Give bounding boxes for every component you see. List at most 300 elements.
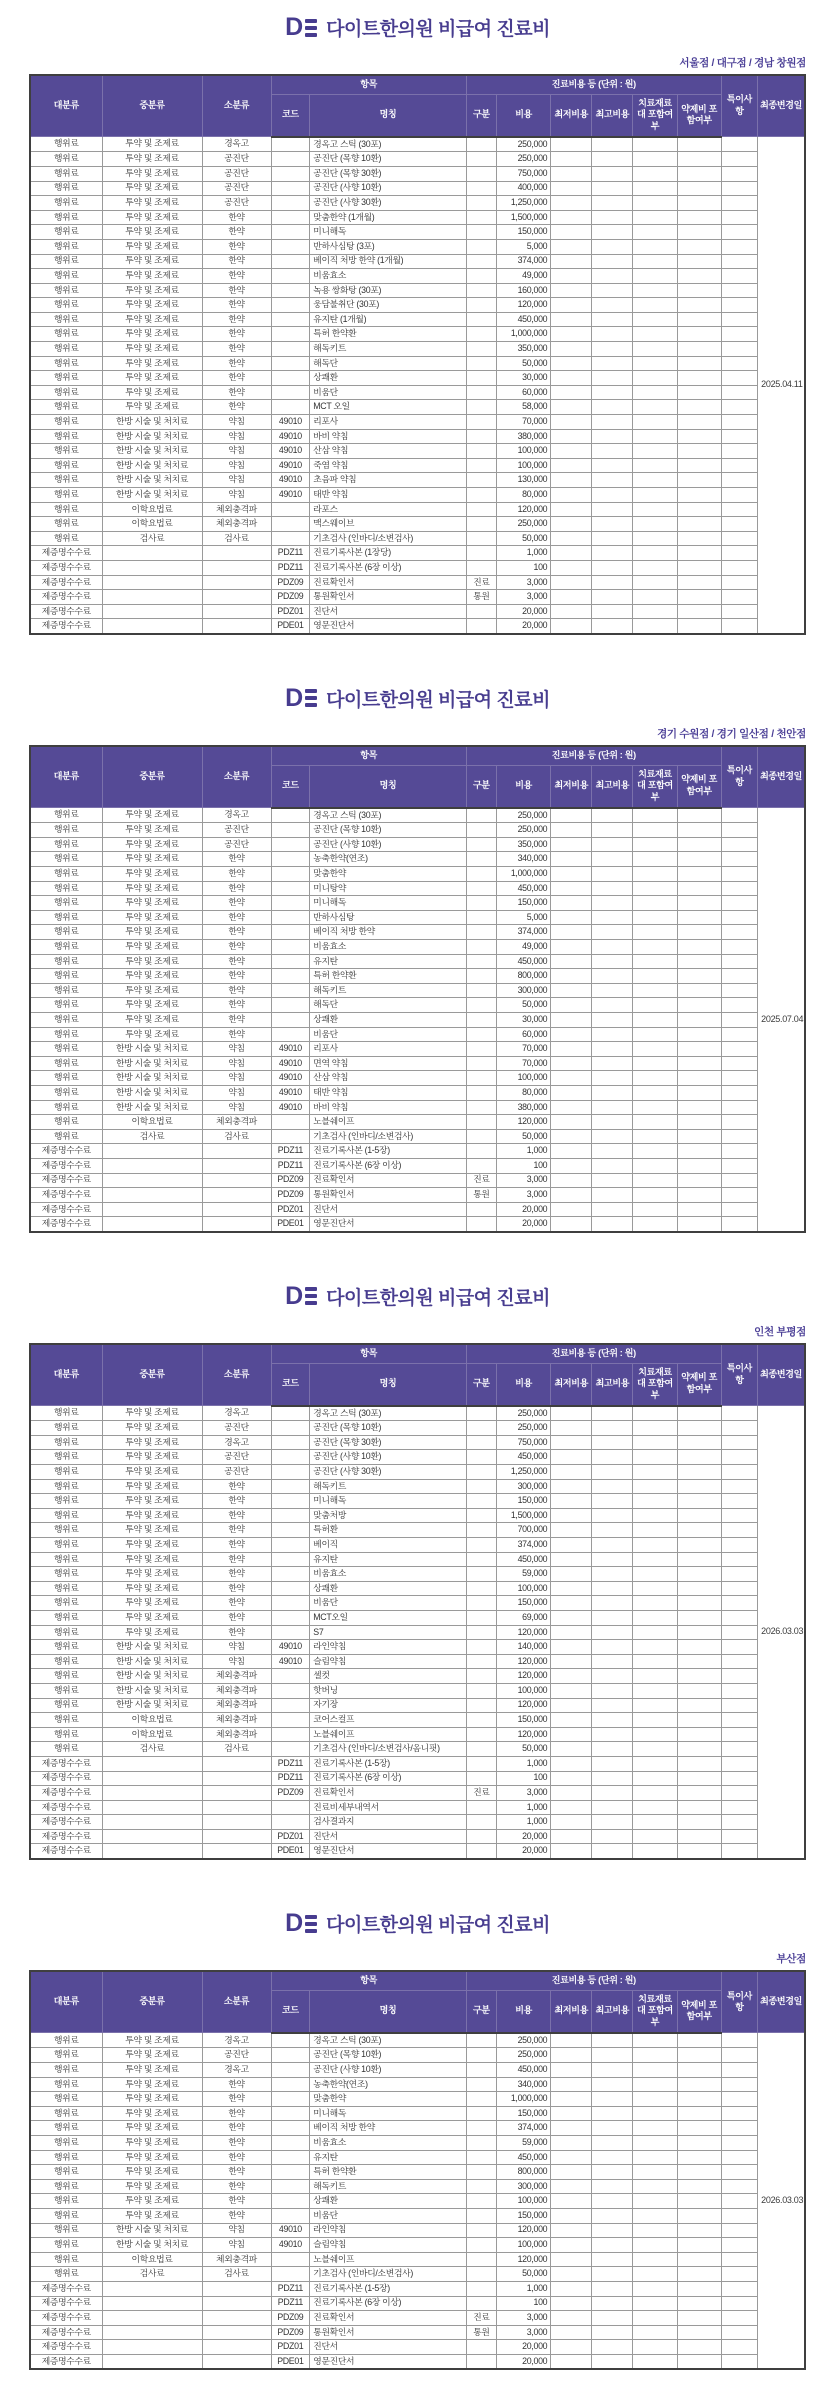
cell-category2 xyxy=(102,1158,202,1173)
cell-min-cost xyxy=(551,1085,592,1100)
cell-cost: 450,000 xyxy=(497,1450,551,1465)
cell-gubun: 진료 xyxy=(466,2311,496,2326)
cell-item-name: 특허 한약환 xyxy=(310,969,467,984)
cell-code: PDE01 xyxy=(271,1844,310,1859)
cell-material-included xyxy=(633,1523,677,1538)
cell-gubun: 통원 xyxy=(466,590,496,605)
cell-category3: 약침 xyxy=(202,1071,271,1086)
cell-category2: 투약 및 조제료 xyxy=(102,1435,202,1450)
cell-category2: 투약 및 조제료 xyxy=(102,2106,202,2121)
cell-cost: 50,000 xyxy=(497,531,551,546)
cell-drug-included xyxy=(677,590,721,605)
cell-min-cost xyxy=(551,312,592,327)
cell-category1: 행위료 xyxy=(30,1450,102,1465)
cell-category1: 행위료 xyxy=(30,1100,102,1115)
cell-note xyxy=(721,998,757,1013)
cell-note xyxy=(721,1508,757,1523)
cell-item-name: 진료기록사본 (6장 이상) xyxy=(310,1771,467,1786)
cell-max-cost xyxy=(592,1129,633,1144)
col-name: 명칭 xyxy=(310,765,467,808)
cell-category1: 행위료 xyxy=(30,166,102,181)
cell-note xyxy=(721,2325,757,2340)
cell-gubun xyxy=(466,1683,496,1698)
fee-row xyxy=(30,1640,805,1655)
cell-max-cost xyxy=(592,1815,633,1830)
cell-material-included xyxy=(633,1056,677,1071)
cell-code xyxy=(271,910,310,925)
cell-cost: 300,000 xyxy=(497,983,551,998)
fee-table-body xyxy=(30,1406,805,1859)
fee-row xyxy=(30,1494,805,1509)
cell-drug-included xyxy=(677,488,721,503)
col-material-included: 치료재료대 포함여부 xyxy=(633,1990,677,2033)
col-category3: 소분류 xyxy=(202,1344,271,1406)
cell-note xyxy=(721,2267,757,2282)
cell-drug-included xyxy=(677,983,721,998)
cell-cost: 120,000 xyxy=(497,2252,551,2267)
cell-gubun xyxy=(466,1217,496,1232)
cell-code xyxy=(271,1027,310,1042)
cell-category1: 행위료 xyxy=(30,1027,102,1042)
cell-category3: 한약 xyxy=(202,940,271,955)
cell-category3: 약침 xyxy=(202,488,271,503)
cell-material-included xyxy=(633,2208,677,2223)
cell-material-included xyxy=(633,852,677,867)
cell-note xyxy=(721,298,757,313)
cell-gubun xyxy=(466,881,496,896)
cell-category3: 체외충격파 xyxy=(202,502,271,517)
cell-category3: 한약 xyxy=(202,327,271,342)
cell-code: 49010 xyxy=(271,473,310,488)
cell-category1: 행위료 xyxy=(30,2106,102,2121)
cell-category2: 투약 및 조제료 xyxy=(102,867,202,882)
cell-category3: 한약 xyxy=(202,298,271,313)
col-max-cost: 최고비용 xyxy=(592,765,633,808)
cell-category3: 한약 xyxy=(202,239,271,254)
cell-category1: 행위료 xyxy=(30,415,102,430)
cell-category1: 행위료 xyxy=(30,1742,102,1757)
cell-max-cost xyxy=(592,2106,633,2121)
cell-item-name: 농축한약(연조) xyxy=(310,2077,467,2092)
cell-code: PDZ01 xyxy=(271,1829,310,1844)
cell-item-name: 영문진단서 xyxy=(310,2354,467,2369)
cell-cost: 20,000 xyxy=(497,1202,551,1217)
cell-code xyxy=(271,1815,310,1830)
cell-max-cost xyxy=(592,400,633,415)
cell-code xyxy=(271,312,310,327)
cell-category2: 투약 및 조제료 xyxy=(102,852,202,867)
cell-category3: 약침 xyxy=(202,2238,271,2253)
cell-item-name: 슬림약침 xyxy=(310,2238,467,2253)
cell-category1: 행위료 xyxy=(30,2121,102,2136)
cell-max-cost xyxy=(592,1406,633,1421)
cell-category3: 한약 xyxy=(202,1538,271,1553)
fee-row xyxy=(30,254,805,269)
cell-max-cost xyxy=(592,166,633,181)
cell-category1: 행위료 xyxy=(30,1567,102,1582)
fee-row xyxy=(30,2150,805,2165)
cell-max-cost xyxy=(592,983,633,998)
fee-row xyxy=(30,210,805,225)
fee-row xyxy=(30,1742,805,1757)
cell-category1: 행위료 xyxy=(30,210,102,225)
cell-min-cost xyxy=(551,954,592,969)
fee-row xyxy=(30,1683,805,1698)
cell-category2: 투약 및 조제료 xyxy=(102,808,202,823)
fee-row xyxy=(30,1129,805,1144)
cell-item-name: 베이직 처방 한약 (1개월) xyxy=(310,254,467,269)
cell-category2 xyxy=(102,1173,202,1188)
cell-max-cost xyxy=(592,488,633,503)
cell-category1: 행위료 xyxy=(30,327,102,342)
fee-row xyxy=(30,2165,805,2180)
cell-drug-included xyxy=(677,1800,721,1815)
cell-min-cost xyxy=(551,2106,592,2121)
cell-gubun xyxy=(466,1567,496,1582)
cell-gubun xyxy=(466,2063,496,2078)
cell-category2: 한방 시술 및 처치료 xyxy=(102,1085,202,1100)
cell-category2: 투약 및 조제료 xyxy=(102,2165,202,2180)
fee-table-section xyxy=(29,1283,806,1860)
cell-category2: 투약 및 조제료 xyxy=(102,181,202,196)
cell-max-cost xyxy=(592,1435,633,1450)
cell-material-included xyxy=(633,910,677,925)
col-category3: 소분류 xyxy=(202,746,271,808)
fee-row xyxy=(30,1450,805,1465)
cell-max-cost xyxy=(592,137,633,152)
cell-drug-included xyxy=(677,1829,721,1844)
cell-category2: 투약 및 조제료 xyxy=(102,1552,202,1567)
cell-drug-included xyxy=(677,312,721,327)
cell-material-included xyxy=(633,166,677,181)
cell-category1: 제증명수수료 xyxy=(30,2325,102,2340)
cell-category1: 행위료 xyxy=(30,881,102,896)
cell-min-cost xyxy=(551,2267,592,2282)
cell-category3 xyxy=(202,2296,271,2311)
cell-max-cost xyxy=(592,1640,633,1655)
cell-min-cost xyxy=(551,1056,592,1071)
cell-note xyxy=(721,1581,757,1596)
cell-category1: 행위료 xyxy=(30,2208,102,2223)
cell-max-cost xyxy=(592,2340,633,2355)
cell-gubun xyxy=(466,444,496,459)
cell-category2: 투약 및 조제료 xyxy=(102,1494,202,1509)
cell-gubun xyxy=(466,983,496,998)
cell-material-included xyxy=(633,1625,677,1640)
cell-cost: 49,000 xyxy=(497,940,551,955)
cell-min-cost xyxy=(551,852,592,867)
cell-category2: 이학요법료 xyxy=(102,2252,202,2267)
cell-code xyxy=(271,954,310,969)
cell-material-included xyxy=(633,969,677,984)
cell-gubun xyxy=(466,604,496,619)
cell-item-name: 공진단 (사향 10환) xyxy=(310,1450,467,1465)
cell-code xyxy=(271,998,310,1013)
cell-material-included xyxy=(633,269,677,284)
cell-material-included xyxy=(633,2048,677,2063)
fee-row xyxy=(30,2135,805,2150)
cell-item-name: 진료확인서 xyxy=(310,1786,467,1801)
cell-item-name: 비움효소 xyxy=(310,1567,467,1582)
cell-gubun xyxy=(466,152,496,167)
cell-item-name: 유지탄 xyxy=(310,1552,467,1567)
col-cost: 비용 xyxy=(497,94,551,137)
cell-code xyxy=(271,342,310,357)
cell-item-name: 유지탄 (1개월) xyxy=(310,312,467,327)
cell-gubun xyxy=(466,852,496,867)
cell-max-cost xyxy=(592,415,633,430)
cell-code: PDZ09 xyxy=(271,575,310,590)
clinic-logo-icon xyxy=(285,683,317,712)
col-drug-included: 약제비 포함여부 xyxy=(677,94,721,137)
col-category2: 중분류 xyxy=(102,1344,202,1406)
cell-category1: 행위료 xyxy=(30,1421,102,1436)
cell-code xyxy=(271,925,310,940)
cell-category3: 체외충격파 xyxy=(202,517,271,532)
cell-cost: 100 xyxy=(497,1771,551,1786)
cell-category3: 한약 xyxy=(202,269,271,284)
cell-note xyxy=(721,1640,757,1655)
cell-cost: 250,000 xyxy=(497,2033,551,2048)
cell-max-cost xyxy=(592,2281,633,2296)
cell-max-cost xyxy=(592,356,633,371)
cell-category3 xyxy=(202,2311,271,2326)
cell-material-included xyxy=(633,400,677,415)
cell-min-cost xyxy=(551,1538,592,1553)
cell-category1: 행위료 xyxy=(30,1406,102,1421)
cell-category2: 투약 및 조제료 xyxy=(102,881,202,896)
cell-item-name: 공진단 (목향 10환) xyxy=(310,2048,467,2063)
cell-drug-included xyxy=(677,1625,721,1640)
cell-note xyxy=(721,502,757,517)
cell-category2 xyxy=(102,1202,202,1217)
cell-category2: 투약 및 조제료 xyxy=(102,2121,202,2136)
cell-gubun xyxy=(466,1771,496,1786)
cell-item-name: 진료기록사본 (6장 이상) xyxy=(310,1158,467,1173)
cell-item-name: 공진단 (목향 10환) xyxy=(310,152,467,167)
cell-note xyxy=(721,1771,757,1786)
cell-category1: 행위료 xyxy=(30,2238,102,2253)
cell-item-name: 영문진단서 xyxy=(310,619,467,634)
fee-row xyxy=(30,1771,805,1786)
cell-gubun xyxy=(466,2281,496,2296)
cell-min-cost xyxy=(551,400,592,415)
cell-cost: 250,000 xyxy=(497,137,551,152)
cell-code xyxy=(271,2179,310,2194)
cell-category1: 행위료 xyxy=(30,342,102,357)
cell-material-included xyxy=(633,298,677,313)
cell-code xyxy=(271,808,310,823)
cell-cost: 5,000 xyxy=(497,910,551,925)
cell-min-cost xyxy=(551,2048,592,2063)
cell-gubun xyxy=(466,2194,496,2209)
cell-category2: 검사료 xyxy=(102,531,202,546)
fee-row xyxy=(30,2063,805,2078)
cell-drug-included xyxy=(677,852,721,867)
cell-category2: 한방 시술 및 처치료 xyxy=(102,473,202,488)
cell-cost: 120,000 xyxy=(497,1727,551,1742)
cell-cost: 150,000 xyxy=(497,2106,551,2121)
cell-gubun xyxy=(466,1815,496,1830)
cell-category2: 투약 및 조제료 xyxy=(102,239,202,254)
cell-drug-included xyxy=(677,837,721,852)
cell-gubun xyxy=(466,415,496,430)
cell-material-included xyxy=(633,1669,677,1684)
cell-gubun xyxy=(466,1727,496,1742)
cell-min-cost xyxy=(551,1683,592,1698)
cell-category3 xyxy=(202,1815,271,1830)
cell-note xyxy=(721,327,757,342)
col-code: 코드 xyxy=(271,765,310,808)
cell-category1: 제증명수수료 xyxy=(30,1756,102,1771)
cell-category1: 행위료 xyxy=(30,2135,102,2150)
cell-note xyxy=(721,254,757,269)
cell-drug-included xyxy=(677,2340,721,2355)
cell-note xyxy=(721,2165,757,2180)
cell-note xyxy=(721,2208,757,2223)
cell-drug-included xyxy=(677,1596,721,1611)
cell-max-cost xyxy=(592,881,633,896)
cell-drug-included xyxy=(677,1538,721,1553)
cell-note xyxy=(721,517,757,532)
cell-note xyxy=(721,1217,757,1232)
cell-code xyxy=(271,2267,310,2282)
cell-drug-included xyxy=(677,1435,721,1450)
cell-category2: 투약 및 조제료 xyxy=(102,400,202,415)
fee-row xyxy=(30,2354,805,2369)
cell-min-cost xyxy=(551,2150,592,2165)
fee-table xyxy=(29,74,806,635)
cell-max-cost xyxy=(592,269,633,284)
cell-category3: 한약 xyxy=(202,2077,271,2092)
page-title-text: 다이트한의원 비급여 진료비 xyxy=(326,1287,550,1309)
fee-row xyxy=(30,269,805,284)
cell-category3: 공진단 xyxy=(202,196,271,211)
cell-category3: 경옥고 xyxy=(202,808,271,823)
cell-material-included xyxy=(633,1450,677,1465)
cell-min-cost xyxy=(551,1188,592,1203)
fee-row xyxy=(30,881,805,896)
cell-drug-included xyxy=(677,1727,721,1742)
cell-max-cost xyxy=(592,2135,633,2150)
cell-gubun xyxy=(466,1465,496,1480)
cell-cost: 250,000 xyxy=(497,1421,551,1436)
fee-row xyxy=(30,1115,805,1130)
cell-category1: 행위료 xyxy=(30,269,102,284)
cell-category3: 약침 xyxy=(202,458,271,473)
cell-max-cost xyxy=(592,210,633,225)
cell-max-cost xyxy=(592,808,633,823)
cell-max-cost xyxy=(592,575,633,590)
cell-drug-included xyxy=(677,1552,721,1567)
cell-category3: 한약 xyxy=(202,2208,271,2223)
cell-gubun xyxy=(466,181,496,196)
cell-max-cost xyxy=(592,1581,633,1596)
cell-gubun xyxy=(466,954,496,969)
cell-code: PDZ11 xyxy=(271,546,310,561)
cell-drug-included xyxy=(677,2033,721,2048)
cell-max-cost xyxy=(592,1144,633,1159)
cell-note xyxy=(721,385,757,400)
cell-drug-included xyxy=(677,210,721,225)
cell-category1: 행위료 xyxy=(30,2048,102,2063)
cell-category3: 한약 xyxy=(202,954,271,969)
cell-max-cost xyxy=(592,998,633,1013)
cell-gubun xyxy=(466,488,496,503)
cell-min-cost xyxy=(551,298,592,313)
cell-code: 49010 xyxy=(271,1654,310,1669)
cell-material-included xyxy=(633,2150,677,2165)
cell-category2: 한방 시술 및 처치료 xyxy=(102,429,202,444)
cell-min-cost xyxy=(551,1581,592,1596)
cell-cost: 130,000 xyxy=(497,473,551,488)
cell-max-cost xyxy=(592,1013,633,1028)
cell-note xyxy=(721,1844,757,1859)
cell-category1: 행위료 xyxy=(30,1508,102,1523)
cell-cost: 150,000 xyxy=(497,896,551,911)
cell-category3 xyxy=(202,1756,271,1771)
cell-drug-included xyxy=(677,1698,721,1713)
cell-code xyxy=(271,881,310,896)
cell-material-included xyxy=(633,1698,677,1713)
fee-table-body xyxy=(30,808,805,1232)
cell-cost: 250,000 xyxy=(497,823,551,838)
cell-drug-included xyxy=(677,910,721,925)
cell-drug-included xyxy=(677,517,721,532)
cell-item-name: S7 xyxy=(310,1625,467,1640)
cell-cost: 120,000 xyxy=(497,1625,551,1640)
fee-row xyxy=(30,1829,805,1844)
cell-cost: 20,000 xyxy=(497,2340,551,2355)
cell-item-name: 코어스컬프 xyxy=(310,1713,467,1728)
cell-note xyxy=(721,852,757,867)
cell-drug-included xyxy=(677,2267,721,2282)
cell-category2: 한방 시술 및 처치료 xyxy=(102,1698,202,1713)
cell-category1: 행위료 xyxy=(30,1610,102,1625)
cell-gubun xyxy=(466,2106,496,2121)
cell-max-cost xyxy=(592,2077,633,2092)
cell-min-cost xyxy=(551,2063,592,2078)
cell-drug-included xyxy=(677,1640,721,1655)
cell-category3: 한약 xyxy=(202,342,271,357)
cell-min-cost xyxy=(551,1640,592,1655)
fee-row xyxy=(30,371,805,386)
col-cost-group: 진료비용 등 (단위 : 원) xyxy=(466,746,721,765)
branch-label: 서울점 / 대구점 / 경남 창원점 xyxy=(679,57,806,69)
fee-row xyxy=(30,429,805,444)
cell-category3: 체외충격파 xyxy=(202,2252,271,2267)
cell-drug-included xyxy=(677,575,721,590)
cell-category2: 투약 및 조제료 xyxy=(102,823,202,838)
cell-category3 xyxy=(202,2281,271,2296)
cell-category1: 행위료 xyxy=(30,1625,102,1640)
cell-code xyxy=(271,2033,310,2048)
cell-code xyxy=(271,137,310,152)
cell-drug-included xyxy=(677,327,721,342)
cell-max-cost xyxy=(592,181,633,196)
cell-drug-included xyxy=(677,2252,721,2267)
cell-cost: 3,000 xyxy=(497,1786,551,1801)
cell-cost: 400,000 xyxy=(497,181,551,196)
col-note: 특이사항 xyxy=(721,75,757,137)
cell-code xyxy=(271,1581,310,1596)
fee-row xyxy=(30,1523,805,1538)
cell-category3: 한약 xyxy=(202,867,271,882)
cell-note xyxy=(721,400,757,415)
cell-cost: 450,000 xyxy=(497,1552,551,1567)
cell-cost: 350,000 xyxy=(497,837,551,852)
cell-drug-included xyxy=(677,546,721,561)
